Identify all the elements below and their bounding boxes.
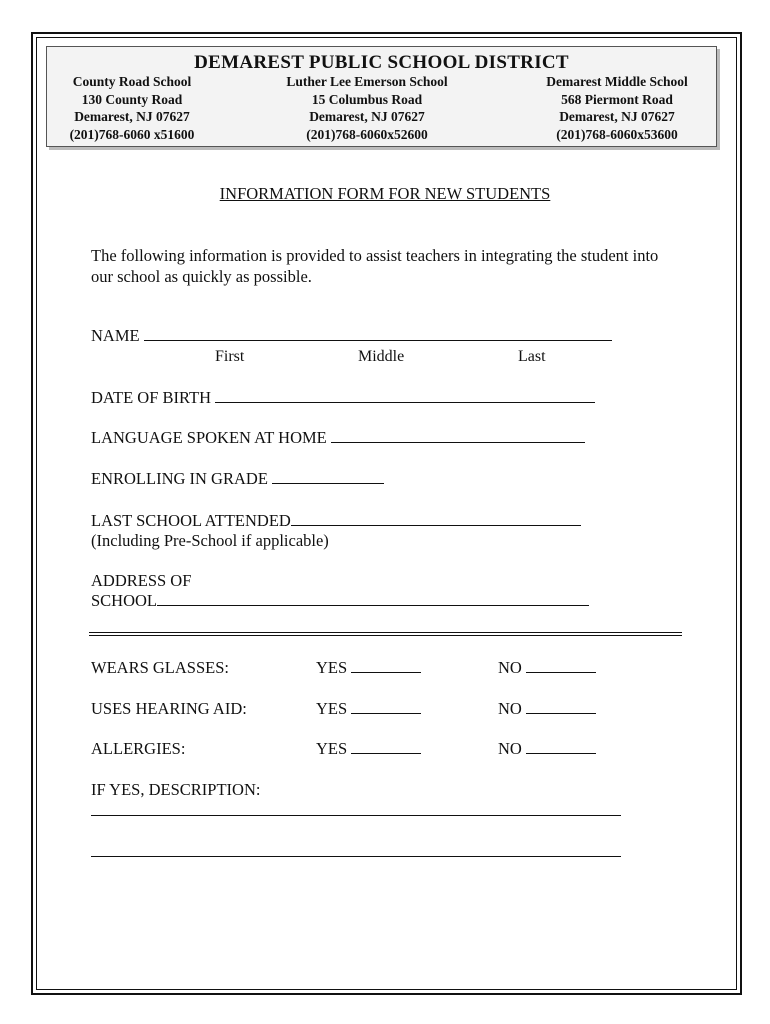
school-luther-lee-emerson xyxy=(257,73,477,143)
allergies-label: ALLERGIES: xyxy=(91,739,186,758)
district-title: DEMAREST PUBLIC SCHOOL DISTRICT xyxy=(194,52,569,73)
name-last-caption: Last xyxy=(518,348,546,365)
description-label: IF YES, DESCRIPTION: xyxy=(91,780,261,799)
allergies-yes xyxy=(316,739,421,759)
glasses-no xyxy=(498,658,596,678)
grade-input-line[interactable] xyxy=(272,469,384,484)
school-city: Demarest, NJ 07627 xyxy=(309,109,425,124)
glasses-yes-input-line[interactable] xyxy=(351,658,421,673)
allergies-no xyxy=(498,739,596,759)
grade-label: ENROLLING IN GRADE xyxy=(91,469,268,488)
hearing-aid-yes-input-line[interactable] xyxy=(351,699,421,714)
grade-field xyxy=(91,469,384,489)
school-street: 15 Columbus Road xyxy=(311,91,423,107)
name-middle-caption: Middle xyxy=(358,348,405,365)
description-input-line-1[interactable] xyxy=(91,815,621,816)
yes-label: YES xyxy=(316,699,348,718)
allergies-yes-input-line[interactable] xyxy=(351,739,421,754)
no-label: NO xyxy=(498,699,522,718)
intro-paragraph: The following information is provided to assist teachers in integrating the student into our school as quickly as possible. xyxy=(91,246,659,286)
language-label: LANGUAGE SPOKEN AT HOME xyxy=(91,428,327,447)
dob-label: DATE OF BIRTH xyxy=(91,388,212,407)
name-label: NAME xyxy=(91,326,140,345)
address-input-line[interactable] xyxy=(157,591,589,606)
no-label: NO xyxy=(498,739,522,758)
address-field xyxy=(91,591,589,611)
school-city: Demarest, NJ 07627 xyxy=(74,109,190,124)
school-county-road xyxy=(57,73,207,143)
hearing-aid-no xyxy=(498,699,596,719)
description-input-line-2[interactable] xyxy=(91,856,621,857)
language-field xyxy=(91,428,585,448)
last-school-input-line[interactable] xyxy=(291,511,581,526)
no-label: NO xyxy=(498,658,522,677)
last-school-label: LAST SCHOOL ATTENDED xyxy=(91,511,291,530)
school-phone: (201)768-6060x53600 xyxy=(556,126,678,142)
last-school-field xyxy=(91,511,581,531)
school-name: Demarest Middle School xyxy=(546,74,688,89)
school-street: 568 Piermont Road xyxy=(561,91,673,107)
name-first-caption: First xyxy=(215,348,245,365)
dob-field xyxy=(91,388,595,408)
glasses-label: WEARS GLASSES: xyxy=(91,658,229,677)
hearing-aid-label: USES HEARING AID: xyxy=(91,699,247,718)
hearing-aid-no-input-line[interactable] xyxy=(526,699,596,714)
allergies-no-input-line[interactable] xyxy=(526,739,596,754)
address-label-line-1: ADDRESS OF xyxy=(91,571,192,590)
glasses-no-input-line[interactable] xyxy=(526,658,596,673)
school-name: County Road School xyxy=(72,74,192,89)
name-field xyxy=(91,326,612,346)
glasses-yes xyxy=(316,658,421,678)
section-divider xyxy=(89,632,682,636)
school-phone: (201)768-6060x52600 xyxy=(306,126,428,142)
hearing-aid-yes xyxy=(316,699,421,719)
school-demarest-middle xyxy=(517,73,717,143)
form-title: INFORMATION FORM FOR NEW STUDENTS xyxy=(219,184,551,203)
letterhead xyxy=(46,46,717,147)
last-school-note: (Including Pre-School if applicable) xyxy=(91,531,329,550)
school-street: 130 County Road xyxy=(81,91,183,107)
yes-label: YES xyxy=(316,658,348,677)
yes-label: YES xyxy=(316,739,348,758)
address-label: SCHOOL xyxy=(91,591,158,610)
school-city: Demarest, NJ 07627 xyxy=(559,109,675,124)
school-name: Luther Lee Emerson School xyxy=(286,74,448,89)
dob-input-line[interactable] xyxy=(215,388,595,403)
school-phone: (201)768-6060 x51600 xyxy=(69,126,195,142)
name-input-line[interactable] xyxy=(144,326,612,341)
language-input-line[interactable] xyxy=(331,428,585,443)
